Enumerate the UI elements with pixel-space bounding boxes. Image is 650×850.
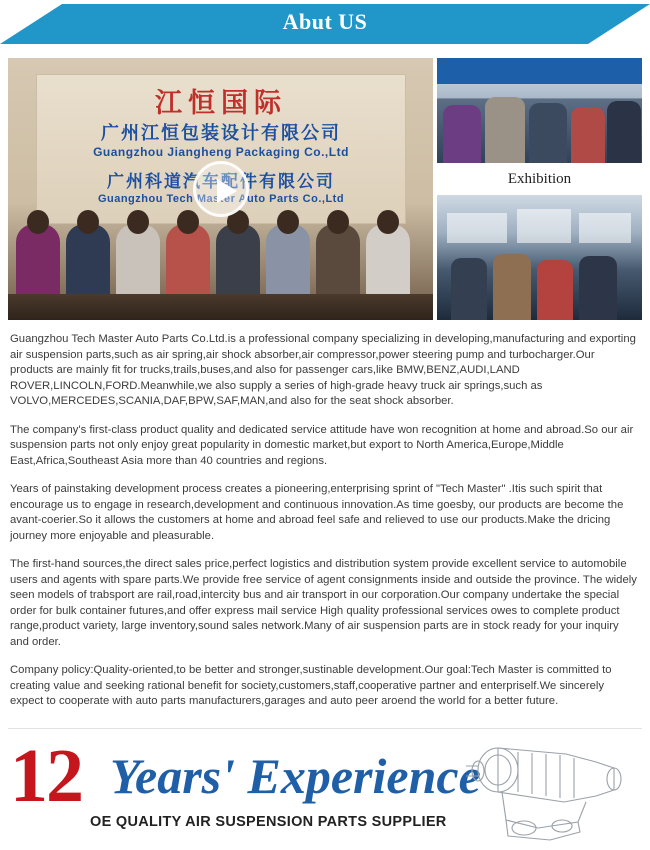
paragraph-1: Guangzhou Tech Master Auto Parts Co.Ltd.is a professional company specializing in developing,manufacturing and exporting air suspension parts,such as air spring,air shock absorber,air compressor,power steering pump and turbocharger.Our products are mainly fit for trucks,trails,buses,and also for passenger cars,like BMW,BENZ,AUDI,LAND ROVER,LINCOLN,FORD.Meanwhile,we also supply a series of high-grade heavy truck air springs,such as VOLVO,MERCEDES,SCANIA,DAF,BPW,SAF,MAN,and also for the seat shock absorber. <box>10 333 636 407</box>
gearbox-illustration <box>446 732 636 844</box>
exhibition-column <box>437 58 642 320</box>
divider <box>8 728 642 729</box>
play-icon[interactable] <box>193 161 249 217</box>
paragraph-3: Years of painstaking development process creates a pioneering,enterprising sprint of "Tech Master" .Itis such spirit that encourage us to engage in research,development and continuous innovation.As time goesby, our products are become the avant-coerier.So it allows the customers at home and abroad feel safe and relieved to use our products.Make the dricing journey more enjoyable and pleasurable. <box>10 483 624 542</box>
banner-line2-cn: 广州江恒包装设计有限公司 <box>101 123 341 144</box>
exhibition-caption: Exhibition <box>437 163 642 195</box>
media-row <box>8 58 642 320</box>
page-header <box>0 0 650 48</box>
years-experience-text: Years' Experience <box>110 748 481 804</box>
staff-group <box>8 210 433 320</box>
footer-subtitle: OE QUALITY AIR SUSPENSION PARTS SUPPLIER <box>90 814 447 830</box>
floor <box>8 294 433 320</box>
paragraph-4: The first-hand sources,the direct sales price,perfect logistics and distribution system provide excellent service to automobile users and agents with spare parts.We provide free service of agent consignments inside and outside the province. The widely seen models of trabsport are rail,road,intercity bus and air transport in our corporation.Our company undertake the special order for bulk container futures,and offer express mail service High quality professional services owes to complete product range,product variety, large inventory,sound sales network.Many of air suspension parts are in stock ready for your inquiry and order. <box>10 558 637 648</box>
paragraph-5: Company policy:Quality-oriented,to be better and stronger,sustinable development.Our goal:Tech Master is committed to creating value and seeking rational benefit for society,customers,staff,cooperative partner and enterpriself.We sincerely expect to cooperate with auto parts manufacturers,garages and auto peer aroend the world for a better future. <box>10 664 612 707</box>
booth-banner <box>437 58 642 84</box>
footer-banner <box>0 728 650 850</box>
banner-line3-cn: 广州科道汽车配件有限公司 <box>107 172 335 192</box>
banner-line2-en: Guangzhou Jiangheng Packaging Co.,Ltd <box>93 145 349 159</box>
banner-line1-cn: 江恒国际 <box>155 88 287 119</box>
exhibition-photo-top <box>437 58 642 163</box>
company-video-thumbnail[interactable] <box>8 58 433 320</box>
paragraph-2: The company's first-class product quality and dedicated service attitude have won recognition at home and abroad.So our air suspension parts not only enjoy great popularity in domestic market,but export to North America,Europe,Middle East,Africa,Southeast Asia more than 40 countries and regions. <box>10 423 634 467</box>
about-us-text <box>0 320 650 710</box>
banner-line3-en: Guangzhou Tech Master Auto Parts Co.,Ltd <box>97 193 345 205</box>
page-title: Abut US <box>282 9 368 34</box>
exhibition-photo-bottom <box>437 195 642 320</box>
years-number: 12 <box>10 734 82 818</box>
